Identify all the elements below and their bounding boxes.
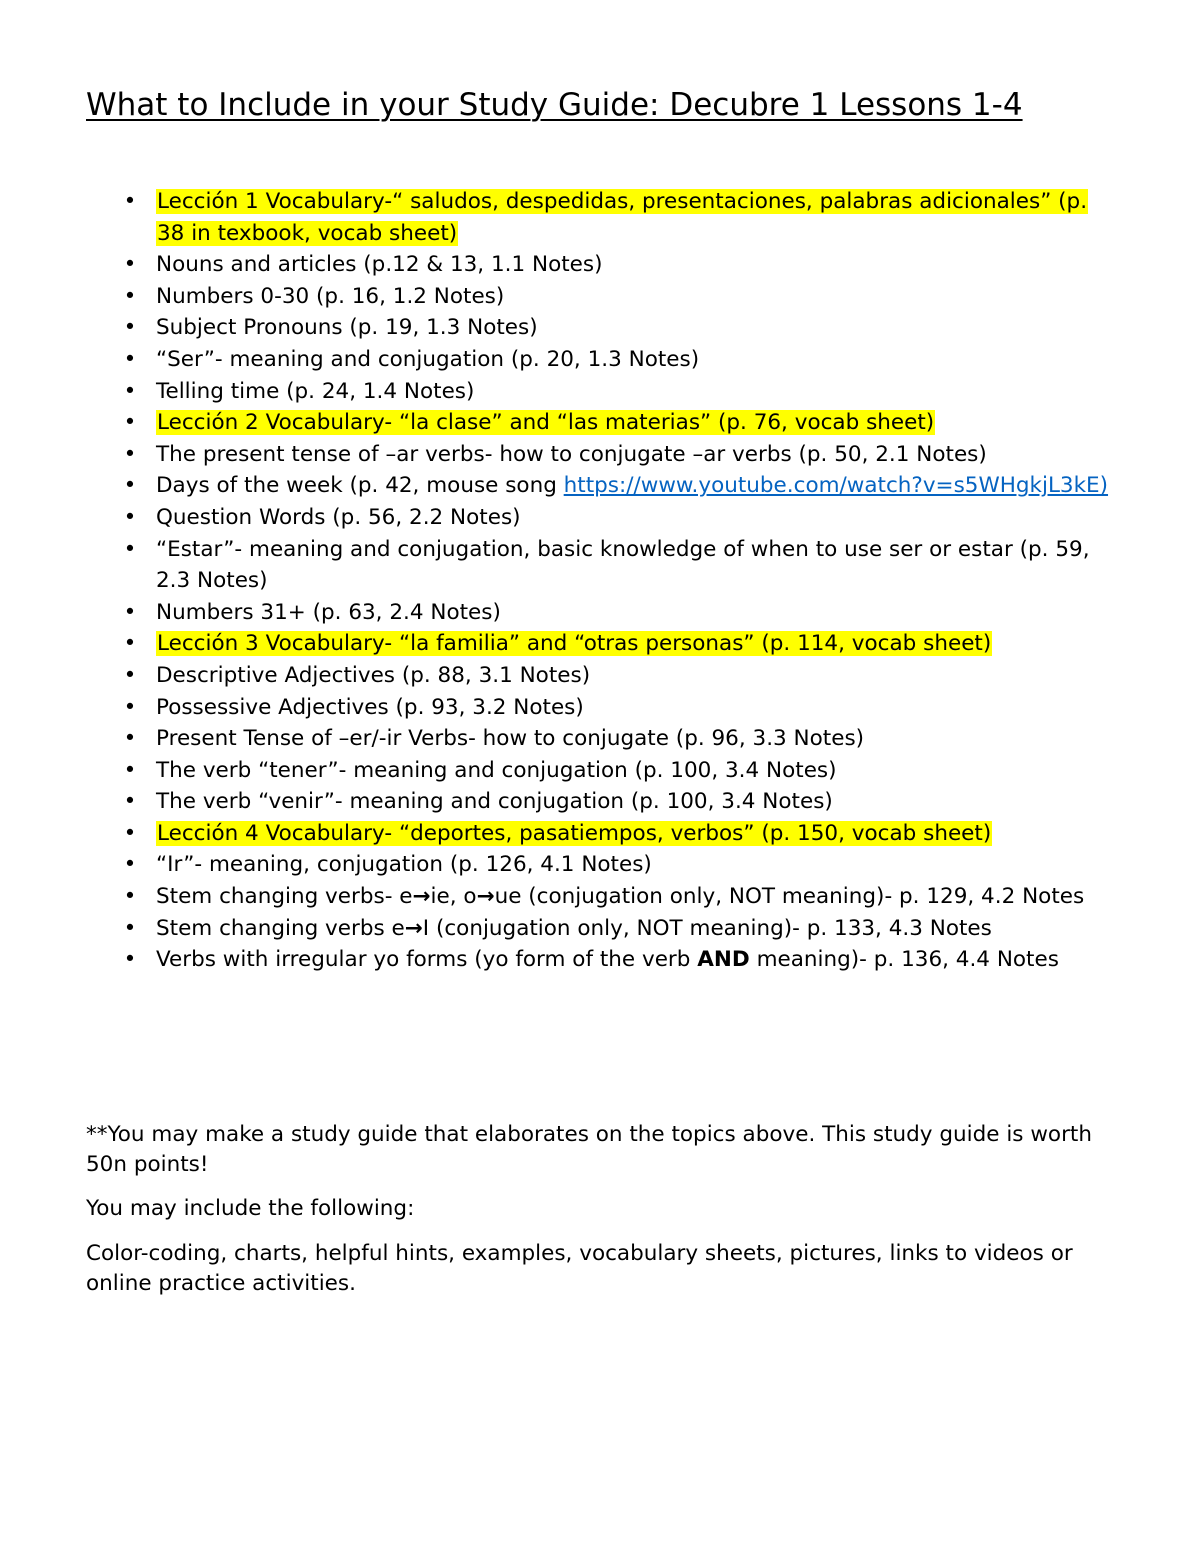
bullet-icon: • (123, 252, 137, 278)
bullet-icon: • (123, 915, 137, 941)
list-item (86, 470, 1116, 502)
bullet-icon: • (123, 662, 137, 688)
list-item-text (156, 947, 1059, 972)
list-item-segment: “Ser”- meaning and conjugation (p. 20, 1.3 Notes) (156, 346, 700, 372)
bullet-icon: • (123, 631, 137, 657)
list-item-segment: Days of the week (p. 42, mouse song (156, 473, 564, 499)
list-item-segment: Lección 2 Vocabulary- “la clase” and “las materias” (p. 76, vocab sheet) (157, 410, 935, 436)
list-item (86, 249, 1116, 281)
list-item-segment: The verb “tener”- meaning and conjugation (p. 100, 3.4 Notes) (156, 757, 837, 783)
list-item (86, 849, 1116, 881)
list-item-segment: “Ir”- meaning, conjugation (p. 126, 4.1 Notes) (156, 852, 652, 878)
list-item-text (156, 631, 992, 656)
list-item (86, 692, 1116, 724)
list-item-text (156, 726, 864, 751)
list-item-segment: Numbers 0-30 (p. 16, 1.2 Notes) (156, 283, 505, 309)
list-item-text (156, 537, 1090, 594)
list-item (86, 818, 1116, 850)
list-item (86, 312, 1116, 344)
list-item (86, 755, 1116, 787)
list-item-segment: Subject Pronouns (p. 19, 1.3 Notes) (156, 315, 538, 341)
bullet-icon: • (123, 536, 137, 562)
arrow-icon: → (412, 884, 431, 910)
study-guide-note: **You may make a study guide that elaborates on the topics above. This study guide is worth 50n points! (86, 1122, 1092, 1177)
list-item-segment: ue (conjugation only, NOT meaning)- p. 129, 4.2 Notes (494, 884, 1085, 910)
list-item-segment: Possessive Adjectives (p. 93, 3.2 Notes) (156, 694, 584, 720)
list-item-text (156, 916, 992, 941)
list-item-segment: Present Tense of –er/-ir Verbs- how to conjugate (p. 96, 3.3 Notes) (156, 726, 865, 752)
bullet-icon: • (123, 315, 137, 341)
list-item-text (156, 315, 538, 340)
list-item-text (156, 442, 987, 467)
list-item-segment: Numbers 31+ (p. 63, 2.4 Notes) (156, 599, 501, 625)
list-item (86, 660, 1116, 692)
include-list: Color-coding, charts, helpful hints, examples, vocabulary sheets, pictures, links to videos or online practice activities. (86, 1241, 1073, 1296)
list-item (86, 597, 1116, 629)
bullet-icon: • (123, 378, 137, 404)
bullet-icon: • (123, 947, 137, 973)
list-item-text (156, 758, 837, 783)
list-item (86, 881, 1116, 913)
arrow-icon: → (476, 884, 495, 910)
list-item (86, 944, 1116, 976)
list-item (86, 186, 1116, 249)
list-item-segment: The present tense of –ar verbs- how to conjugate –ar verbs (p. 50, 2.1 Notes) (156, 441, 987, 467)
list-item-segment: Lección 3 Vocabulary- “la familia” and “otras personas” (p. 114, vocab sheet) (157, 631, 992, 657)
list-item (86, 376, 1116, 408)
bullet-icon: • (123, 473, 137, 499)
bullet-icon: • (123, 884, 137, 910)
bullet-icon: • (123, 599, 137, 625)
include-intro: You may include the following: (86, 1196, 415, 1221)
list-item-segment: Descriptive Adjectives (p. 88, 3.1 Notes) (156, 662, 591, 688)
list-item-text (156, 379, 474, 404)
list-item-segment: Lección 4 Vocabulary- “deportes, pasatiempos, verbos” (p. 150, vocab sheet) (157, 820, 992, 846)
list-item-segment: Lección 1 Vocabulary-“ saludos, despedidas, presentaciones, palabras adicionales” (p. 38 in texbook, vocab sheet) (157, 189, 1088, 246)
list-item-segment: Stem changing verbs- e (156, 884, 413, 910)
list-item (86, 913, 1116, 945)
list-item-text (156, 884, 1084, 909)
bullet-icon: • (123, 283, 137, 309)
bullet-icon: • (123, 757, 137, 783)
page-title: What to Include in your Study Guide: Decubre 1 Lessons 1-4 (86, 87, 1023, 123)
bullet-icon: • (123, 820, 137, 846)
bullet-icon: • (123, 441, 137, 467)
bullet-icon: • (123, 504, 137, 530)
list-item-segment: meaning)- p. 136, 4.4 Notes (749, 947, 1059, 973)
list-item-text (156, 410, 935, 435)
video-link[interactable]: https://www.youtube.com/watch?v=s5WHgkjL3kE) (563, 473, 1109, 499)
list-item (86, 281, 1116, 313)
list-item-text (156, 852, 652, 877)
list-item-text (156, 505, 521, 530)
list-item-segment: Stem changing verbs e (156, 915, 405, 941)
bullet-icon: • (123, 694, 137, 720)
list-item-text (156, 789, 833, 814)
bullet-icon: • (123, 346, 137, 372)
bullet-icon: • (123, 410, 137, 436)
list-item-text (156, 252, 602, 277)
list-item-text (156, 473, 1108, 498)
list-item (86, 786, 1116, 818)
list-item-segment: Question Words (p. 56, 2.2 Notes) (156, 504, 521, 530)
list-item-segment: ie, o (430, 884, 477, 910)
list-item (86, 534, 1116, 597)
list-item (86, 502, 1116, 534)
list-item-segment: Verbs with irregular yo forms (yo form of the verb (156, 947, 698, 973)
list-item-segment: The verb “venir”- meaning and conjugation (p. 100, 3.4 Notes) (156, 789, 833, 815)
bullet-icon: • (123, 789, 137, 815)
list-item-text (156, 284, 504, 309)
list-item-text (156, 821, 992, 846)
list-item (86, 407, 1116, 439)
topic-list (86, 186, 1116, 976)
list-item-text (156, 347, 699, 372)
list-item-segment: “Estar”- meaning and conjugation, basic knowledge of when to use ser or estar (p. 59, 2.3 Notes) (156, 536, 1090, 594)
bullet-icon: • (123, 189, 137, 214)
list-item (86, 628, 1116, 660)
list-item-text (156, 695, 584, 720)
list-item-text (156, 189, 1088, 246)
list-item (86, 439, 1116, 471)
list-item-text (156, 600, 501, 625)
list-item (86, 723, 1116, 755)
list-item-text (156, 663, 590, 688)
bullet-icon: • (123, 726, 137, 752)
list-item (86, 344, 1116, 376)
bullet-icon: • (123, 852, 137, 878)
arrow-icon: → (404, 915, 423, 941)
emphasis-text: AND (697, 947, 750, 973)
list-item-segment: Telling time (p. 24, 1.4 Notes) (156, 378, 475, 404)
list-item-segment: I (conjugation only, NOT meaning)- p. 133, 4.3 Notes (422, 915, 992, 941)
list-item-segment: Nouns and articles (p.12 & 13, 1.1 Notes) (156, 252, 603, 278)
